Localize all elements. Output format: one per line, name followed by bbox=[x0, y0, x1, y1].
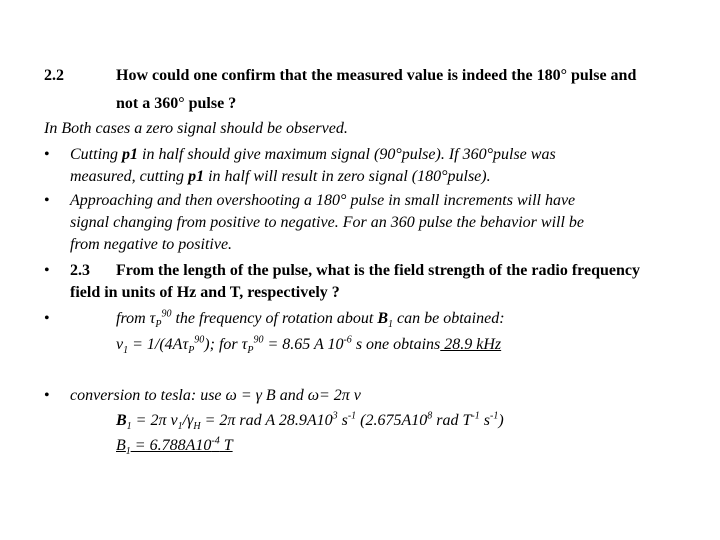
question-2-3-line-1: From the length of the pulse, what is the field strength of the radio frequency bbox=[116, 262, 640, 279]
tesla-f: rad T bbox=[432, 412, 472, 429]
tesla-sup4: -1 bbox=[471, 410, 480, 422]
calc1-a: from τ bbox=[116, 310, 156, 327]
tesla-sup1: 3 bbox=[332, 410, 338, 422]
calc1-sub2: 1 bbox=[388, 319, 394, 331]
calc-line-2 bbox=[116, 334, 502, 357]
calc1-b: the frequency of rotation about bbox=[171, 310, 378, 327]
question-number: 2.2 bbox=[44, 67, 64, 84]
calc1-c: can be obtained: bbox=[393, 310, 505, 327]
tesla-sup5: -1 bbox=[489, 410, 499, 422]
bullet-2-line-3: from negative to positive. bbox=[70, 236, 233, 253]
tesla-c: = 2π rad A 28.9A10 bbox=[200, 412, 333, 429]
tesla-e: (2.675A10 bbox=[356, 412, 428, 429]
tesla-result-B: B bbox=[116, 437, 126, 454]
calc2-sub1: 1 bbox=[123, 345, 129, 357]
calc2-sub3: P bbox=[247, 345, 254, 357]
bullet-marker: • bbox=[44, 387, 50, 404]
bullet-1-line-2 bbox=[70, 167, 491, 186]
tesla-result-b: T bbox=[219, 437, 233, 454]
tesla-h: ) bbox=[498, 412, 504, 429]
bullet-2-line-1: Approaching and then overshooting a 180° pulse in small increments will have bbox=[70, 192, 576, 209]
bullet-1-p1: p1 bbox=[122, 146, 139, 163]
bullet-marker: • bbox=[44, 146, 50, 163]
tesla-line-1: conversion to tesla: use ω = γ B and ω= 2π ν bbox=[70, 387, 361, 404]
calc2-sup4: -6 bbox=[343, 334, 352, 346]
tesla-sub3: H bbox=[193, 421, 201, 433]
bullet-1-line-1 bbox=[70, 145, 556, 164]
bullet-2-line-2: signal changing from positive to negative. For an 360 pulse the behavior will be bbox=[70, 214, 585, 231]
calc2-result: 28.9 kHz bbox=[440, 336, 502, 353]
calc1-B: B bbox=[377, 310, 389, 327]
tesla-sub: 1 bbox=[126, 421, 132, 433]
calc2-d: = 8.65 A 10 bbox=[263, 336, 344, 353]
bullet-1-text-e: in half will result in zero signal (180°pulse). bbox=[204, 168, 491, 185]
tesla-a: = 2π ν bbox=[131, 412, 178, 429]
bullet-marker: • bbox=[44, 192, 50, 209]
tesla-result-sub: 1 bbox=[125, 446, 131, 458]
tesla-line-2 bbox=[116, 410, 504, 433]
tesla-B: B bbox=[116, 412, 127, 429]
tesla-result-a: = 6.788A10 bbox=[130, 437, 212, 454]
calc2-e: s one obtains bbox=[351, 336, 441, 353]
tesla-sub2: 1 bbox=[177, 421, 183, 433]
calc2-b: = 1/(4Aτ bbox=[128, 336, 189, 353]
tesla-line-3 bbox=[116, 435, 233, 458]
tesla-b: /γ bbox=[182, 412, 194, 429]
bullet-1-text-c: in half should give maximum signal (90°pulse). If 360°pulse was bbox=[138, 146, 556, 163]
tesla-result-sup: -4 bbox=[211, 435, 220, 447]
bullet-1-text-a: Cutting bbox=[70, 146, 123, 163]
tesla-d: s bbox=[337, 412, 348, 429]
tesla-sup2: -1 bbox=[347, 410, 357, 422]
calc-line-1 bbox=[116, 308, 505, 331]
calc1-sub1: P bbox=[155, 319, 162, 331]
intro-text: In Both cases a zero signal should be observed. bbox=[44, 120, 348, 137]
bullet-marker: • bbox=[44, 262, 50, 279]
bullet-1-p1-2: p1 bbox=[188, 168, 205, 185]
question-2-3-line-2: field in units of Hz and T, respectively ? bbox=[70, 284, 340, 301]
bullet-marker: • bbox=[44, 310, 50, 327]
question-line-2: not a 360° pulse ? bbox=[116, 95, 237, 112]
calc2-sub2: P bbox=[188, 345, 195, 357]
calc2-c: ); for τ bbox=[204, 336, 248, 353]
calc2-sup3: 90 bbox=[253, 334, 264, 346]
question-2-3-number: 2.3 bbox=[70, 262, 90, 279]
calc2-sup2: 90 bbox=[194, 334, 205, 346]
question-line-1: How could one confirm that the measured value is indeed the 180° pulse and bbox=[116, 67, 637, 84]
tesla-sup3: 8 bbox=[427, 410, 433, 422]
bullet-1-text-d: measured, cutting bbox=[70, 168, 189, 185]
calc2-a: ν bbox=[116, 336, 124, 353]
calc1-sup1: 90 bbox=[161, 308, 172, 320]
tesla-g: s bbox=[479, 412, 490, 429]
